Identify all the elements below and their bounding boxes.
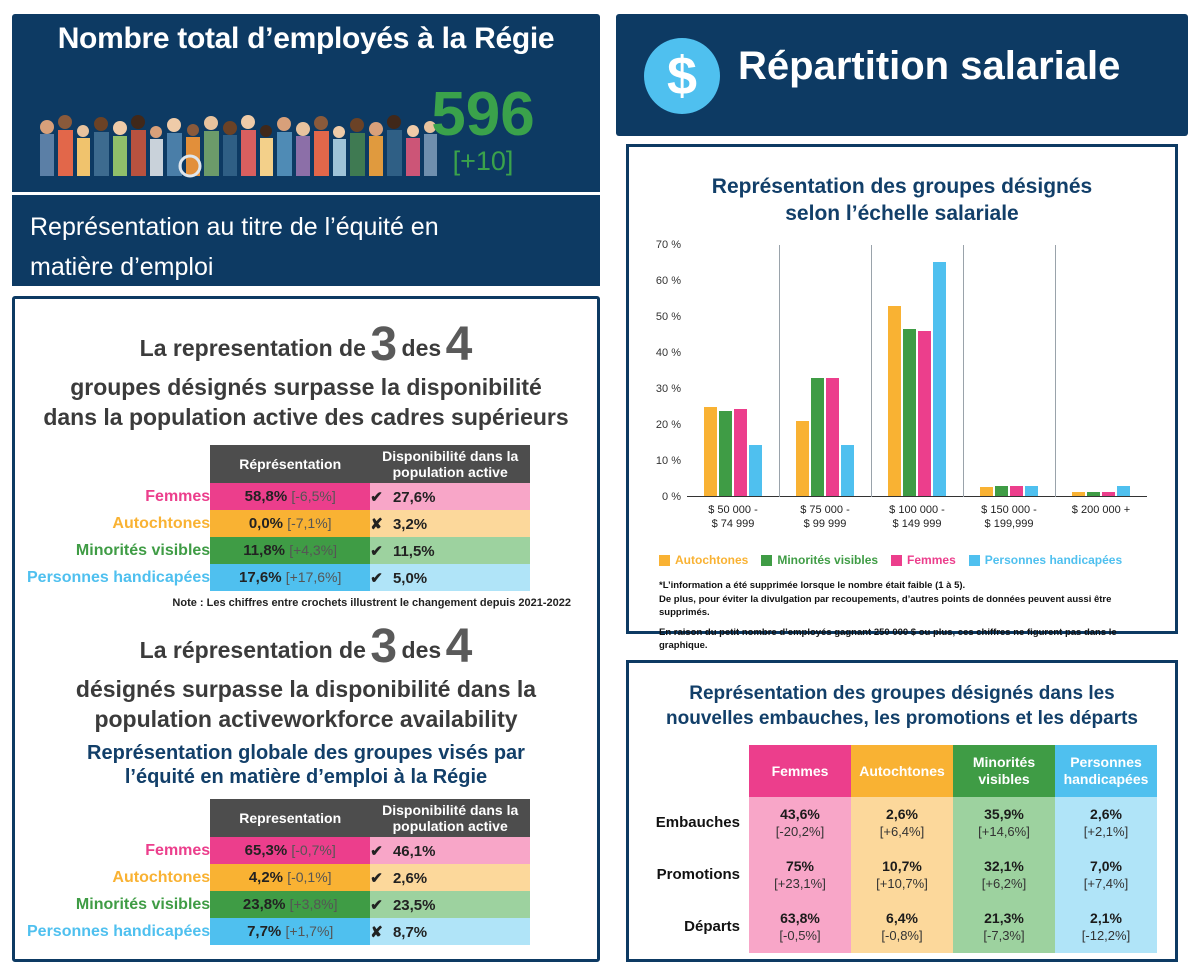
chart-title-line2: selon l’échelle salariale bbox=[785, 202, 1019, 225]
avail: 3,2% bbox=[392, 515, 428, 533]
value: 4,2% bbox=[248, 869, 284, 886]
cell-representation bbox=[210, 918, 370, 945]
table-row bbox=[27, 864, 530, 891]
x-tick: $ 200 000 + bbox=[1071, 504, 1131, 516]
bar bbox=[841, 445, 854, 496]
bar bbox=[1087, 492, 1100, 496]
legend-swatch bbox=[659, 555, 670, 566]
delta: [-0,1%] bbox=[287, 869, 332, 885]
bar bbox=[1025, 486, 1038, 496]
table-row bbox=[27, 837, 530, 864]
bar bbox=[719, 411, 732, 496]
delta: [-0,7%] bbox=[291, 842, 336, 858]
y-tick: 20 % bbox=[655, 419, 681, 431]
employee-count: 596 bbox=[431, 80, 535, 149]
corner-cell bbox=[647, 745, 749, 797]
block1-des: des bbox=[401, 335, 442, 361]
value: 7,0% bbox=[1090, 858, 1122, 874]
delta: [+6,2%] bbox=[981, 876, 1027, 891]
value: 7,7% bbox=[247, 923, 282, 940]
row-label-minorites: Minorités visibles bbox=[75, 895, 211, 913]
y-tick: 40 % bbox=[655, 347, 681, 359]
block2-subtitle-line2: l’équité en matière d’emploi à la Régie bbox=[124, 766, 488, 788]
table-row bbox=[27, 564, 530, 591]
row-label-minorites: Minorités visibles bbox=[75, 541, 211, 559]
legend-femmes bbox=[891, 553, 956, 567]
table-row bbox=[27, 510, 530, 537]
row-label-handicapees: Personnes handicapées bbox=[27, 922, 211, 940]
value: 2,6% bbox=[1090, 806, 1122, 822]
cell-promotions-femmes bbox=[749, 849, 851, 901]
bar bbox=[933, 262, 946, 496]
cell-availability bbox=[370, 537, 530, 564]
cell-embauches-handicapees bbox=[1055, 797, 1157, 849]
cell-departs-autochtones bbox=[851, 901, 953, 953]
value: 0,0% bbox=[248, 515, 284, 532]
table-row bbox=[27, 483, 530, 510]
legend-swatch bbox=[891, 555, 902, 566]
senior-executives-table bbox=[27, 445, 530, 591]
flow-title-line2: nouvelles embauches, les promotions et les départs bbox=[666, 708, 1138, 729]
value: 2,6% bbox=[886, 806, 918, 822]
salary-chart-panel bbox=[626, 144, 1178, 651]
cell-representation bbox=[210, 510, 370, 537]
table-note: Note : Les chiffres entre crochets illustrent le changement depuis 2021-2022 bbox=[172, 597, 571, 609]
value: 11,8% bbox=[243, 542, 286, 559]
row-label-departs: Départs bbox=[647, 901, 749, 953]
cell-promotions-minorites bbox=[953, 849, 1055, 901]
category-separator bbox=[779, 245, 780, 497]
delta: [-6,5%] bbox=[291, 488, 336, 504]
avail: 5,0% bbox=[392, 569, 428, 587]
cell-departs-femmes bbox=[749, 901, 851, 953]
bar bbox=[995, 486, 1008, 496]
col-autochtones: Autochtones bbox=[851, 745, 953, 797]
equity-representation-panel bbox=[12, 296, 600, 962]
cell-availability bbox=[370, 918, 530, 945]
y-tick: 0 % bbox=[662, 491, 681, 503]
table-row bbox=[27, 537, 530, 564]
cross-icon: ✘ bbox=[370, 923, 383, 941]
table-header-row bbox=[27, 799, 530, 837]
bar bbox=[796, 421, 809, 496]
salary-header-title: Répartition salariale bbox=[738, 44, 1121, 88]
flow-title-line1: Représentation des groupes désignés dans les bbox=[689, 683, 1115, 704]
row-label-autochtones: Autochtones bbox=[112, 514, 211, 532]
legend-minorites bbox=[761, 553, 878, 567]
x-tick: $ 75 000 - $ 99 999 bbox=[800, 504, 850, 530]
row-label-embauches: Embauches bbox=[647, 797, 749, 849]
delta: [-0,8%] bbox=[881, 928, 923, 943]
category-separator bbox=[1055, 245, 1056, 497]
avail: 8,7% bbox=[392, 923, 428, 941]
cell-embauches-femmes bbox=[749, 797, 851, 849]
cell-availability bbox=[370, 564, 530, 591]
x-axis bbox=[687, 496, 1147, 497]
legend-label: Autochtones bbox=[675, 553, 749, 567]
block1-num1: 3 bbox=[370, 318, 398, 371]
delta: [+1,7%] bbox=[285, 923, 334, 939]
table-header-row bbox=[27, 445, 530, 483]
col-femmes: Femmes bbox=[749, 745, 851, 797]
col-minorites: Minorités visibles bbox=[953, 745, 1055, 797]
delta: [+3,8%] bbox=[289, 896, 338, 912]
chart-title bbox=[629, 173, 1175, 227]
flow-table-title bbox=[629, 681, 1175, 731]
legend-autochtones bbox=[659, 553, 748, 567]
category-separator bbox=[963, 245, 964, 497]
block1-num2: 4 bbox=[445, 318, 473, 371]
page-title: Nombre total d’employés à la Régie bbox=[57, 22, 555, 55]
cell-representation bbox=[210, 564, 370, 591]
bar bbox=[1010, 486, 1023, 496]
cell-representation bbox=[210, 837, 370, 864]
total-employees-panel bbox=[12, 14, 600, 286]
value: 6,4% bbox=[886, 910, 918, 926]
block2-head-pre: La répresentation de bbox=[139, 637, 366, 663]
chart-legend bbox=[659, 553, 1159, 567]
row-label-handicapees: Personnes handicapées bbox=[27, 568, 211, 586]
footnote-2: De plus, pour éviter la divulgation par recoupements, d’autres points de données peuvent aussi être supprimés. bbox=[659, 594, 1112, 618]
delta: [-0,5%] bbox=[779, 928, 821, 943]
cell-availability bbox=[370, 483, 530, 510]
value: 65,3% bbox=[244, 842, 288, 859]
flow-header-row bbox=[647, 745, 1157, 797]
delta: [-7,1%] bbox=[287, 515, 332, 531]
block1-head-line2: groupes désignés surpasse la disponibilité bbox=[70, 374, 542, 400]
y-tick: 60 % bbox=[655, 275, 681, 287]
col-handicapees: Personnes handicapées bbox=[1055, 745, 1157, 797]
legend-handicapees bbox=[969, 553, 1122, 567]
people-illustration bbox=[38, 94, 438, 179]
table-row bbox=[647, 901, 1157, 953]
value: 58,8% bbox=[244, 488, 288, 505]
legend-label: Personnes handicapées bbox=[984, 553, 1123, 567]
chart-title-line1: Représentation des groupes désignés bbox=[711, 175, 1093, 198]
cell-embauches-minorites bbox=[953, 797, 1055, 849]
bar bbox=[1117, 486, 1130, 496]
check-icon: ✔ bbox=[370, 542, 383, 560]
x-tick: $ 100 000 - $ 149 999 bbox=[889, 504, 945, 530]
chart-footnotes bbox=[659, 579, 1159, 659]
cell-departs-minorites bbox=[953, 901, 1055, 953]
table-row bbox=[27, 918, 530, 945]
y-tick: 50 % bbox=[655, 311, 681, 323]
row-label-promotions: Promotions bbox=[647, 849, 749, 901]
check-icon: ✔ bbox=[370, 896, 383, 914]
y-tick: 30 % bbox=[655, 383, 681, 395]
bar bbox=[903, 329, 916, 496]
cell-promotions-handicapees bbox=[1055, 849, 1157, 901]
legend-swatch bbox=[761, 555, 772, 566]
delta: [+14,6%] bbox=[978, 824, 1030, 839]
block2-subtitle-line1: Représentation globale des groupes visés par bbox=[87, 742, 525, 764]
col-availability: Disponibilité dans la population active bbox=[370, 799, 530, 837]
delta: [+2,1%] bbox=[1083, 824, 1129, 839]
cell-availability bbox=[370, 510, 530, 537]
check-icon: ✔ bbox=[370, 569, 383, 587]
cell-departs-handicapees bbox=[1055, 901, 1157, 953]
bar bbox=[704, 407, 717, 496]
employee-count-block bbox=[388, 80, 578, 177]
avail: 27,6% bbox=[392, 488, 436, 506]
col-availability: Disponibilité dans la population active bbox=[370, 445, 530, 483]
delta: [+23,1%] bbox=[774, 876, 826, 891]
delta: [-12,2%] bbox=[1081, 928, 1131, 943]
block1-headline bbox=[15, 317, 597, 372]
delta: [+10,7%] bbox=[876, 876, 928, 891]
cell-representation bbox=[210, 483, 370, 510]
equity-banner-line1: Représentation au titre de l’équité en bbox=[30, 213, 439, 241]
y-tick: 10 % bbox=[655, 455, 681, 467]
row-label-autochtones: Autochtones bbox=[112, 868, 211, 886]
avail: 11,5% bbox=[392, 542, 435, 560]
employee-count-delta: [+10] bbox=[452, 146, 514, 176]
bar bbox=[888, 306, 901, 496]
bar bbox=[826, 378, 839, 496]
delta: [+6,4%] bbox=[879, 824, 925, 839]
legend-label: Minorités visibles bbox=[777, 553, 879, 567]
bar bbox=[980, 487, 993, 496]
delta: [-7,3%] bbox=[983, 928, 1025, 943]
block2-headline bbox=[15, 619, 597, 674]
col-representation: Réprésentation bbox=[210, 445, 370, 483]
cell-embauches-autochtones bbox=[851, 797, 953, 849]
legend-swatch bbox=[969, 555, 980, 566]
cell-availability bbox=[370, 864, 530, 891]
cell-promotions-autochtones bbox=[851, 849, 953, 901]
value: 21,3% bbox=[984, 910, 1024, 926]
hires-promotions-departures-panel bbox=[626, 660, 1178, 962]
bar bbox=[749, 445, 762, 496]
value: 75% bbox=[785, 858, 815, 874]
delta: [+17,6%] bbox=[285, 569, 342, 585]
x-tick: $ 50 000 - $ 74 999 bbox=[708, 504, 758, 530]
salary-bar-chart bbox=[655, 239, 1147, 530]
value: 10,7% bbox=[882, 858, 922, 874]
table-row bbox=[647, 849, 1157, 901]
check-icon: ✔ bbox=[370, 842, 383, 860]
equity-banner bbox=[12, 192, 600, 286]
delta: [-20,2%] bbox=[775, 824, 825, 839]
row-label-femmes: Femmes bbox=[145, 841, 211, 859]
table-row bbox=[27, 891, 530, 918]
bar bbox=[1072, 492, 1085, 496]
salary-distribution-header bbox=[616, 14, 1188, 136]
bar bbox=[1102, 492, 1115, 496]
bar bbox=[811, 378, 824, 496]
value: 43,6% bbox=[780, 806, 820, 822]
dollar-icon: $ bbox=[644, 38, 720, 114]
col-representation: Representation bbox=[210, 799, 370, 837]
avail: 23,5% bbox=[392, 896, 436, 914]
block1-head-pre: La representation de bbox=[139, 335, 366, 361]
footnote-1: *L’information a été supprimée lorsque le nombre était faible (1 à 5). bbox=[659, 580, 966, 591]
x-tick: $ 150 000 - $ 199,999 bbox=[981, 504, 1037, 530]
block1-head-line3: dans la population active des cadres supérieurs bbox=[43, 404, 569, 430]
legend-label: Femmes bbox=[907, 553, 956, 567]
block2-num2: 4 bbox=[445, 620, 473, 673]
bar bbox=[734, 409, 747, 496]
y-tick: 70 % bbox=[655, 239, 681, 251]
footnote-3: En raison du petit nombre d’employés gagnant 250 000 $ ou plus, ces chiffres ne figurent pas dans le graphique. bbox=[659, 627, 1117, 651]
cell-representation bbox=[210, 864, 370, 891]
equity-banner-line2: matière d’emploi bbox=[30, 253, 214, 281]
value: 35,9% bbox=[984, 806, 1024, 822]
cell-representation bbox=[210, 537, 370, 564]
cell-availability bbox=[370, 891, 530, 918]
check-icon: ✔ bbox=[370, 869, 383, 887]
value: 32,1% bbox=[984, 858, 1024, 874]
category-separator bbox=[871, 245, 872, 497]
delta: [+7,4%] bbox=[1083, 876, 1129, 891]
avail: 46,1% bbox=[392, 842, 436, 860]
delta: [+4,3%] bbox=[289, 542, 338, 558]
flow-table bbox=[647, 745, 1157, 953]
value: 63,8% bbox=[780, 910, 820, 926]
table-row bbox=[647, 797, 1157, 849]
value: 23,8% bbox=[242, 896, 286, 913]
avail: 2,6% bbox=[392, 869, 428, 887]
bar bbox=[918, 331, 931, 496]
block2-head-line3: population activeworkforce availability bbox=[94, 706, 518, 732]
block2-head-line2: désignés surpasse la disponibilité dans la bbox=[75, 676, 537, 702]
overall-representation-table bbox=[27, 799, 530, 945]
row-label-femmes: Femmes bbox=[145, 487, 211, 505]
block2-des: des bbox=[401, 637, 442, 663]
cell-representation bbox=[210, 891, 370, 918]
value: 2,1% bbox=[1090, 910, 1122, 926]
check-icon: ✔ bbox=[370, 488, 383, 506]
block2-num1: 3 bbox=[370, 620, 398, 673]
cell-availability bbox=[370, 837, 530, 864]
value: 17,6% bbox=[239, 569, 282, 586]
cross-icon: ✘ bbox=[370, 515, 383, 533]
